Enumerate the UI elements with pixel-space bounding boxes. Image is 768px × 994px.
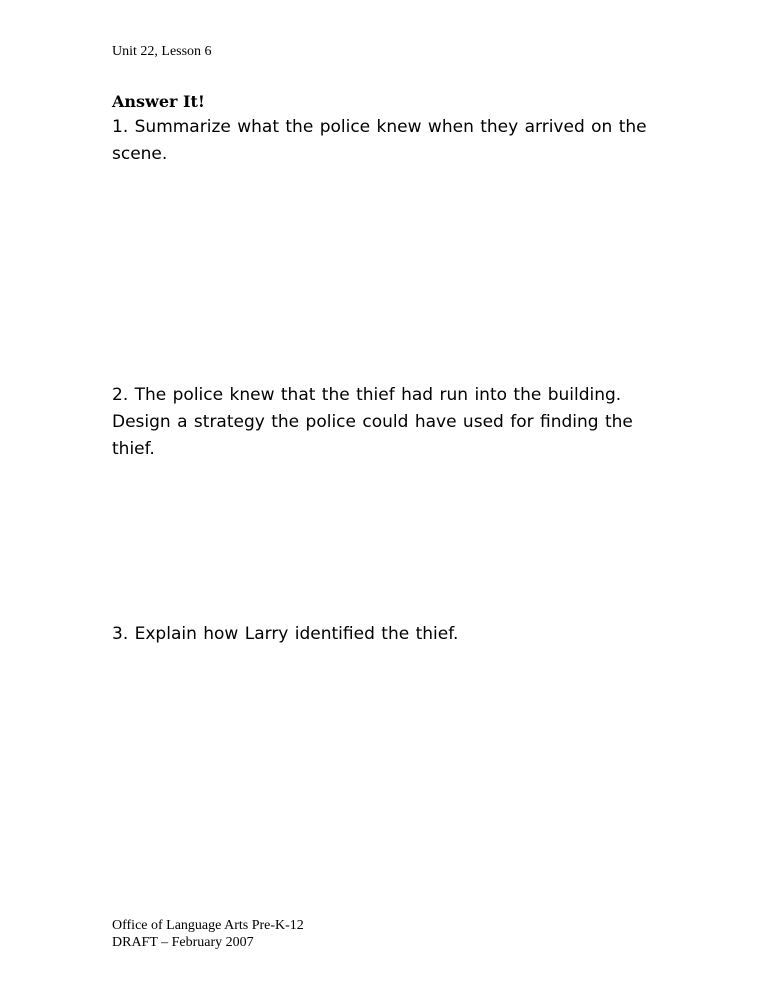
footer-draft-date: DRAFT – February 2007: [112, 935, 254, 950]
question-2: 2. The police knew that the thief had run into the building. Design a strategy the police could have used for finding the thief.: [112, 385, 633, 459]
page-footer: [112, 917, 304, 951]
section-title: Answer It!: [112, 92, 205, 111]
page-header: Unit 22, Lesson 6: [112, 44, 212, 59]
question-1: 1. Summarize what the police knew when they arrived on the scene.: [112, 117, 647, 164]
question-3: 3. Explain how Larry identified the thief.: [112, 624, 459, 644]
footer-office: Office of Language Arts Pre-K-12: [112, 918, 304, 933]
